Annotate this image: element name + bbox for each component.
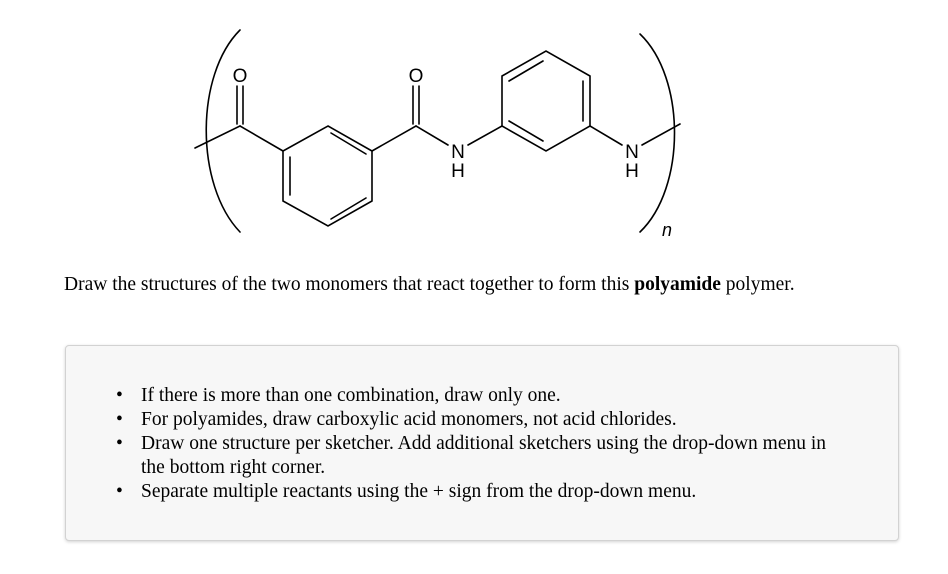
left-ring-double-2 (331, 198, 366, 219)
instruction-text: For polyamides, draw carboxylic acid monomers, not acid chlorides. (141, 409, 677, 430)
repeat-unit-subscript: n (661, 220, 673, 240)
bullet-icon: • (116, 481, 123, 502)
prompt-bold-term: polyamide (634, 274, 721, 295)
instruction-item (114, 384, 844, 408)
instruction-text: If there is more than one combination, draw only one. (141, 385, 561, 406)
right-bracket (640, 34, 675, 232)
question-prompt (64, 273, 864, 296)
right-ring-double-1 (509, 61, 543, 81)
left-bracket (206, 30, 240, 232)
left-benzene-ring (283, 126, 372, 226)
polyamide-structure (0, 0, 948, 260)
carbonyl-1-single (240, 126, 283, 151)
oxygen-label-2: O (408, 66, 424, 87)
oxygen-label-1: O (232, 66, 248, 87)
instruction-text: Separate multiple reactants using the + sign from the drop-down menu. (141, 481, 697, 502)
prompt-text-end: polymer. (720, 274, 795, 295)
bullet-icon: • (116, 409, 123, 430)
instructions-list (114, 384, 844, 504)
instructions-panel (65, 345, 899, 541)
right-benzene-ring (502, 51, 590, 151)
right-ring-double-3 (509, 121, 543, 141)
carbonyl-2-single (372, 126, 416, 151)
n-ring-bond (468, 126, 502, 145)
hydrogen-label-2: H (625, 161, 639, 182)
hydrogen-label-1: H (451, 161, 465, 182)
instruction-item (114, 408, 844, 432)
left-ring-double-1 (331, 133, 366, 154)
nitrogen-label-2: N (625, 142, 639, 163)
instruction-text: Draw one structure per sketcher. Add additional sketchers using the drop-down menu in the bottom right corner. (141, 433, 827, 478)
ring-n-bond (590, 126, 622, 145)
nitrogen-label-1: N (451, 142, 465, 163)
amide-bond-1 (416, 126, 448, 145)
instruction-item (114, 432, 844, 480)
instruction-item (114, 480, 844, 504)
prompt-text-start: Draw the structures of the two monomers that react together to form this (64, 274, 635, 295)
bullet-icon: • (116, 433, 123, 454)
left-crossing-bond (195, 126, 240, 148)
bullet-icon: • (116, 385, 123, 406)
